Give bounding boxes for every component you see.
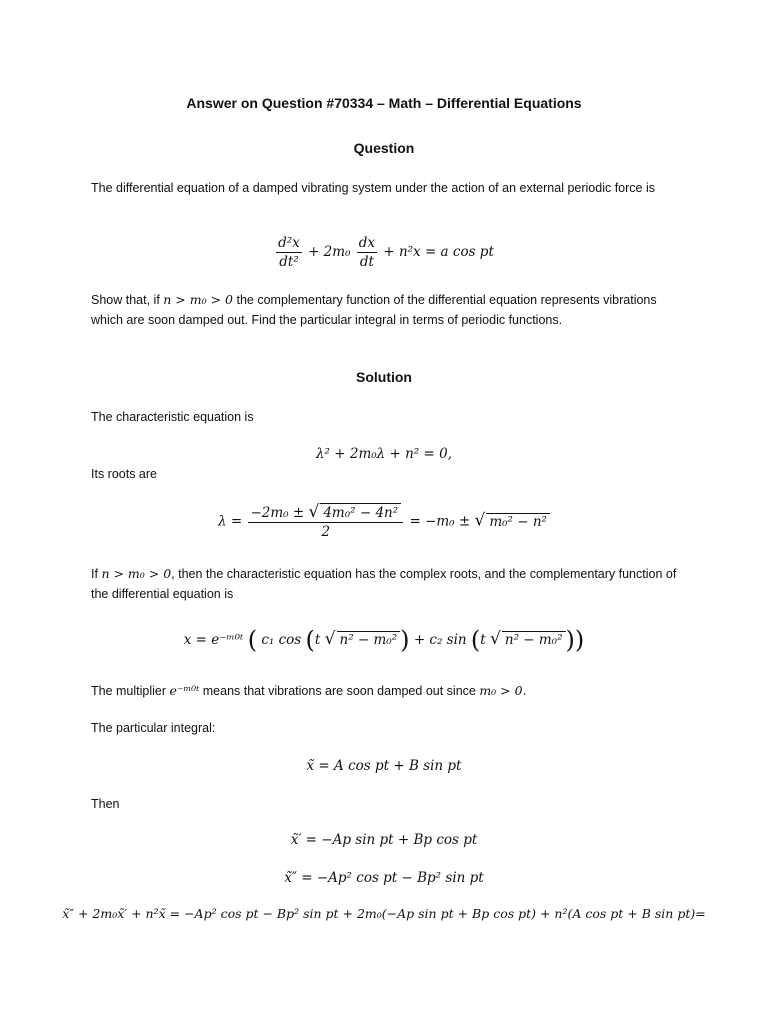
characteristic-equation: λ² + 2m₀λ + n² = 0, <box>316 446 452 462</box>
complex-roots-text: If n > m₀ > 0, then the characteristic equation has the complex roots, and the complementary function of the differential equation is <box>91 566 677 601</box>
particular-integral-label: The particular integral: <box>91 721 216 735</box>
question-heading: Question <box>353 140 415 156</box>
then-label: Then <box>91 797 120 811</box>
document-title: Answer on Question #70334 – Math – Differential Equations <box>186 95 582 111</box>
multiplier-text: The multiplier e⁻ᵐ⁰ᵗ means that vibrations are soon damped out since m₀ > 0. <box>91 683 527 698</box>
roots-fraction: $\frac{\text{−2m₀ ± √ 4m₀² − 4n²}}{2}$ <box>248 503 403 541</box>
roots-label: Its roots are <box>91 467 157 481</box>
complementary-function-equation: x = e⁻ᵐ⁰ᵗ ( c₁ cos (t √ n² − m₀² ) + c₂ sin (t √ n² − m₀² )) <box>183 626 585 654</box>
char-eq-label: The characteristic equation is <box>91 410 254 424</box>
differential-equation: $\frac{\text{d²x}}{\text{dt²}}$ + 2m₀ $\frac{dx}{dt}$ + n²x = a cos pt <box>278 235 494 270</box>
roots-equation: λ = $\frac{\text{−2m₀ ± √ 4m₀² − 4n²}}{2}$ = −m₀ ± √ m₀² − n² <box>0 503 768 541</box>
particular-integral-equation: x̃ = A cos pt + B sin pt <box>306 758 462 774</box>
show-text: Show that, if n > m₀ > 0 the complementary function of the differential equation represents vibrations which are soon damped out. Find the particular integral in terms of periodic functions. <box>91 292 657 327</box>
question-text: The differential equation of a damped vibrating system under the action of an external periodic force is <box>91 181 655 195</box>
second-derivative-fraction: $\frac{\text{d²x}}{\text{dt²}}$ <box>278 235 300 270</box>
first-derivative-equation: x̃′ = −Ap sin pt + Bp cos pt <box>290 832 478 848</box>
second-derivative-equation: x̃″ = −Ap² cos pt − Bp² sin pt <box>284 870 484 886</box>
solution-heading: Solution <box>356 369 412 385</box>
first-derivative-fraction: $\frac{dx}{dt}$ <box>358 235 376 270</box>
substituted-equation: x̃″ + 2m₀x̃′ + n²x̃ = −Ap² cos pt − Bp² sin pt + 2m₀(−Ap sin pt + Bp cos pt) + n²(A cos pt + B sin pt)= <box>62 906 706 921</box>
